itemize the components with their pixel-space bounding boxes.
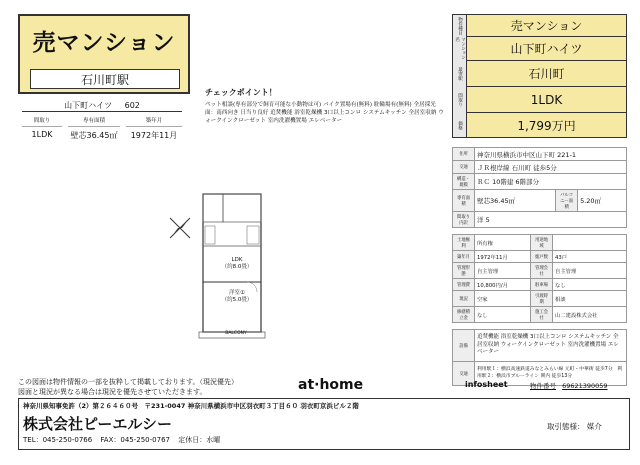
propno-value: 69621390059 — [562, 382, 608, 390]
summary-station: 石川町 — [467, 61, 626, 87]
listing-type-title: 売マンション — [32, 30, 176, 56]
cell-label: 引渡時期 — [531, 291, 553, 307]
spec-label: 専有面積 — [68, 116, 120, 127]
trade-value: 媒介 — [586, 422, 602, 431]
room-size: （約8.0畳） — [221, 263, 253, 270]
spec-label: 間取り — [22, 116, 62, 127]
equipment-label: 設備 — [453, 330, 475, 362]
tel: TEL：045-250-0766 — [23, 436, 93, 444]
cell-label: 管理形態 — [453, 263, 475, 279]
structure-label: 構造・規模 — [453, 174, 475, 190]
cell-label: 修繕積立金 — [453, 307, 475, 323]
company-box — [18, 398, 630, 450]
checkpoint-text: ペット相談(専有部分で飼育可能な小動物は可) バイク置場有(無料) 駐輪場有(無料) 全居採光面：南西向き 日当り良好 追焚機能 浴室乾燥機 3口以上コンロ システムキッチン 全居室収納 ウォークインクローゼット 室内洗濯機置場 エレベーター — [205, 102, 444, 125]
trade-type — [547, 421, 602, 432]
cell-label: 現況 — [453, 291, 475, 307]
cell-value: 10,800円/月 — [475, 279, 531, 291]
athome-logo: at·home — [298, 377, 364, 393]
spec-area — [68, 116, 120, 141]
cell-label: 築年月 — [453, 251, 475, 263]
summary-label: マンション名 — [454, 37, 466, 60]
company-name: 株式会社ピーエルシー — [23, 415, 173, 433]
ldk-room-label — [219, 257, 255, 270]
cell-value: 1972年11月 — [475, 251, 531, 263]
table-row — [453, 263, 627, 279]
room-name: LDK — [231, 257, 243, 263]
access: ＪＲ根岸線 石川町 徒歩5分 — [475, 161, 627, 174]
summary-layout: 1LDK — [467, 87, 626, 113]
area: 壁芯36.45㎡ — [475, 190, 556, 212]
balcony-area-label: バルコニー面積 — [556, 190, 578, 212]
balcony-label: BALCONY — [225, 331, 247, 336]
table-row — [453, 279, 627, 291]
summary-label: 最寄駅 — [453, 61, 467, 87]
cell-value: 相談 — [553, 291, 627, 307]
traffic-text: 利用駅１：横浜高速鉄道みなとみらい線 元町・中華街 徒歩7分 利用駅２：横浜市ブルーライン 関内 徒歩13分 — [475, 362, 627, 386]
cell-value: 自主管理 — [475, 263, 531, 279]
summary-price: 1,799万円 — [467, 113, 626, 137]
cell-label: 管理費 — [453, 279, 475, 291]
remarks-table — [452, 329, 627, 386]
summary-label: 間取り — [453, 87, 467, 113]
disclaimer-line: この図面は物件情報の一部を抜粋して掲載しております。（現況優先） — [18, 378, 238, 386]
property-number — [530, 381, 608, 390]
cell-value: 山二建設株式会社 — [553, 307, 627, 323]
infosheet-label: infosheet — [465, 380, 508, 389]
station-label: 石川町駅 — [30, 69, 180, 89]
disclaimer — [18, 378, 238, 398]
summary-label: 物件種目 — [453, 15, 467, 37]
balcony-area: 5.20㎡ — [578, 190, 627, 212]
area-label: 専有面積 — [453, 190, 475, 212]
spec-value: 1LDK — [31, 130, 53, 139]
western-room-label — [217, 290, 257, 303]
details-grid — [452, 234, 627, 323]
cell-value: なし — [553, 279, 627, 291]
building-line — [22, 100, 182, 111]
layout-label: 間取り内訳 — [453, 212, 475, 228]
cell-label: 施工会社 — [531, 307, 553, 323]
summary-name: 山下町ハイツ — [467, 37, 626, 61]
cell-value: なし — [475, 307, 531, 323]
address-icon: 住所 — [453, 148, 475, 161]
table-row — [453, 251, 627, 263]
summary-type: 売マンション — [467, 15, 626, 37]
cell-value — [553, 235, 627, 251]
cell-value: 空家 — [475, 291, 531, 307]
contact-line — [23, 435, 220, 445]
spec-value: 壁芯36.45㎡ — [70, 131, 118, 140]
table-row — [453, 307, 627, 323]
table-row — [453, 235, 627, 251]
cell-label: 総戸数 — [531, 251, 553, 263]
cell-label: 土地権利 — [453, 235, 475, 251]
room-name: 洋室① — [229, 290, 245, 296]
equipment-text: 追焚機能 浴室乾燥機 3口以上コンロ システムキッチン 全居室収納 ウォークインクローゼット 室内洗濯機置場 エレベーター — [475, 330, 627, 362]
cell-label: 管理会社 — [531, 263, 553, 279]
summary-label: 価格 — [453, 113, 467, 137]
holiday: 定休日：水曜 — [178, 436, 221, 444]
trade-label: 取引態様： — [547, 422, 585, 431]
details-table — [452, 147, 627, 228]
disclaimer-line: 図面と現況が異なる場合は現況を優先させていただきます。 — [18, 387, 207, 396]
spec-built — [126, 116, 182, 141]
room-number: 602 — [124, 101, 140, 110]
cell-value: 自主管理 — [553, 263, 627, 279]
spec-value: 1972年11月 — [130, 131, 178, 140]
cell-value: 所有権 — [475, 235, 531, 251]
cell-label: 駐車場 — [531, 279, 553, 291]
spec-label: 築年月 — [126, 116, 182, 127]
compass-icon — [168, 216, 192, 240]
address: 神奈川県横浜市中区山下町 221-1 — [475, 148, 627, 161]
checkpoint-title: チェックポイント！ — [205, 88, 277, 97]
fax: FAX：045-250-0767 — [100, 436, 170, 444]
traffic-label: 交通 — [453, 362, 475, 386]
table-row — [453, 291, 627, 307]
divider — [22, 111, 182, 112]
details-panel — [452, 147, 627, 386]
cell-label: 用途地域 — [531, 235, 553, 251]
train-icon: 交通 — [453, 161, 475, 174]
spec-row — [22, 116, 182, 141]
structure: ＲＣ 10階建 6階部分 — [475, 174, 627, 190]
cell-value: 43戸 — [553, 251, 627, 263]
header-box — [18, 14, 190, 94]
spec-layout — [22, 116, 62, 141]
license-line: 神奈川県知事免許（2）第２６４６０号 〒231-0047 神奈川県横浜市中区羽衣町３丁目６０ 羽衣町京浜ビル２階 — [23, 402, 359, 410]
propno-label: 物件番号 — [530, 382, 556, 390]
layout-breakdown: 洋 5 — [475, 212, 627, 228]
building-name: 山下町ハイツ — [64, 101, 113, 110]
summary-panel — [452, 14, 627, 138]
room-size: （約5.0畳） — [221, 296, 253, 303]
